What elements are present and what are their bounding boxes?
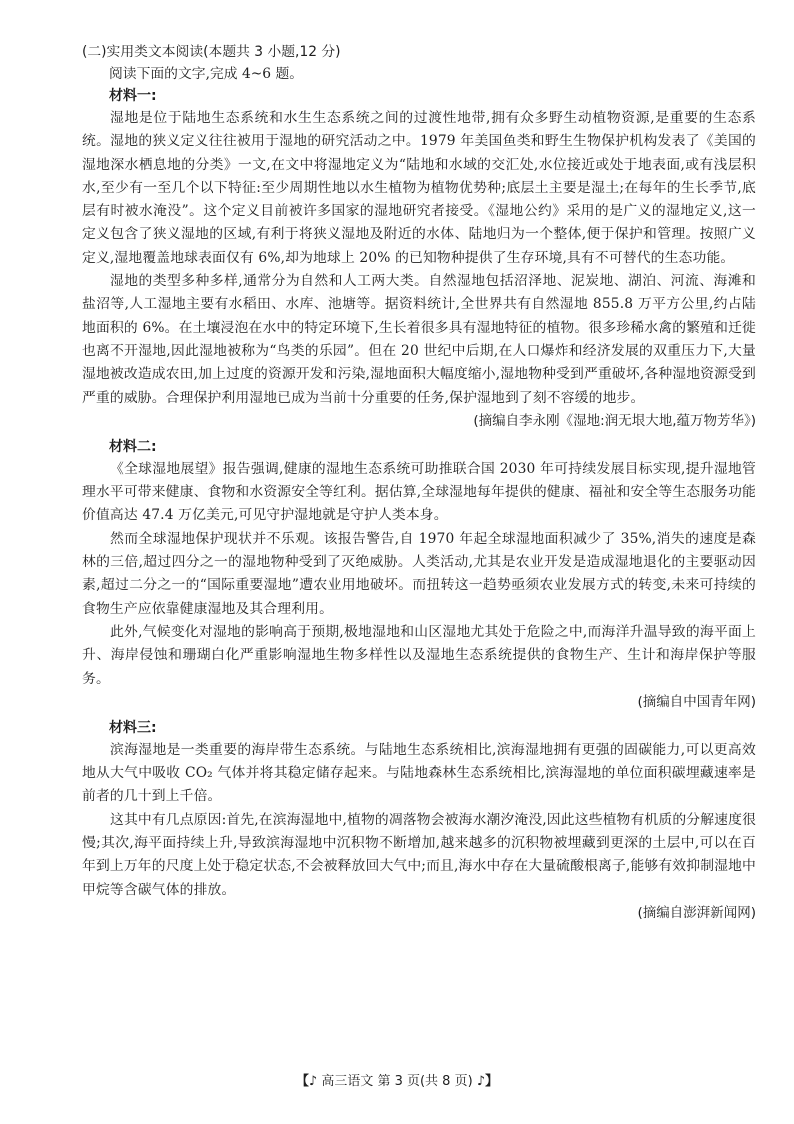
footer-page-text: 高三语文 第 3 页(共 8 页) [321, 1074, 473, 1089]
material-3-source: (摘编自澎湃新闻网) [637, 904, 756, 921]
material-3-paragraph: 滨海湿地是一类重要的海岸带生态系统。与陆地生态系统相比,滨海湿地拥有更强的固碳能力,可以更高效地从大气中吸收 CO₂ 气体并将其稳定储存起来。与陆地森林生态系统相比,滨海湿地的单位面积碳埋藏速率是前者的几十到上千倍。 [82, 741, 756, 805]
footer-right-bracket: 】 [485, 1074, 499, 1089]
footer-left-bracket: 【 [295, 1074, 309, 1089]
instruction-text: 阅读下面的文字,完成 4~6 题。 [109, 66, 304, 82]
material-3-label: 材料三: [109, 719, 157, 736]
material-2-label: 材料二: [109, 438, 157, 455]
material-1-paragraph: 湿地的类型多种多样,通常分为自然和人工两大类。自然湿地包括沼泽地、泥炭地、湖泊、河流、海滩和盐沼等,人工湿地主要有水稻田、水库、池塘等。据资料统计,全世界共有自然湿地 855.8 万平方公里,约占陆地面积的 6%。在土壤浸泡在水中的特定环境下,生长着很多具有湿地特征的植物。很多珍稀水禽的繁殖和迁徙也离不开湿地,因此湿地被称为“鸟类的乐园”。但在 20 世纪中后期,在人口爆炸和经济发展的双重压力下,大量湿地被改造成农田,加上过度的资源开发和污染,湿地面积大幅度缩小,湿地物种受到严重破坏,各种湿地资源受到严重的威胁。合理保护利用湿地已成为当前十分重要的任务,保护湿地到了刻不容缓的地步。 [82, 273, 756, 406]
material-1-label: 材料一: [109, 88, 157, 104]
music-note-icon: ♪ [476, 1074, 486, 1089]
material-1-paragraph: 湿地是位于陆地生态系统和水生生态系统之间的过渡性地带,拥有众多野生动植物资源,是重要的生态系统。湿地的狭义定义往往被用于湿地的研究活动之中。1979 年美国鱼类和野生生物保护机构发表了《美国的湿地深水栖息地的分类》一文,在文中将湿地定义为“陆地和水域的交汇处,水位接近或处于地表面,或有浅层积水,至少有一至几个以下特征:至少周期性地以水生植物为植物优势种;底层土主要是湿土;在每年的生长季节,底层有时被水淹没”。这个定义目前被许多国家的湿地研究者接受。《湿地公约》采用的是广义的湿地定义,这一定义包含了狭义湿地的区域,有利于将狭义湿地及附近的水体、陆地归为一个整体,便于保护和管理。按照广义定义,湿地覆盖地球表面仅有 6%,却为地球上 20% 的已知物种提供了生存环境,具有不可替代的生态功能。 [82, 110, 756, 266]
material-2-source: (摘编自中国青年网) [637, 693, 756, 710]
material-2-paragraph: 然而全球湿地保护现状并不乐观。该报告警告,自 1970 年起全球湿地面积减少了 35%,消失的速度是森林的三倍,超过四分之一的湿地物种受到了灭绝威胁。人类活动,尤其是农业开发是造成湿地退化的主要驱动因素,超过二分之一的“国际重要湿地”遭农业用地破坏。而扭转这一趋势亟须农业发展方式的转变,未来可持续的食物生产应依靠健康湿地及其合理利用。 [82, 530, 756, 617]
material-2-paragraph: 此外,气候变化对湿地的影响高于预期,极地湿地和山区湿地尤其处于危险之中,而海洋升温导致的海平面上升、海岸侵蚀和珊瑚白化严重影响湿地生物多样性以及湿地生态系统提供的食物生产、生计和海岸保护等服务。 [82, 623, 756, 687]
material-2-paragraph: 《全球湿地展望》报告强调,健康的湿地生态系统可助推联合国 2030 年可持续发展目标实现,提升湿地管理水平可带来健康、食物和水资源安全等红利。据估算,全球湿地每年提供的健康、福祉和安全等生态服务功能价值高达 47.4 万亿美元,可见守护湿地就是守护人类本身。 [82, 460, 756, 524]
page-footer [0, 1072, 794, 1092]
material-1-source: (摘编自李永刚《湿地:润无垠大地,蕴万物芳华》) [473, 412, 756, 429]
section-heading: (二)实用类文本阅读(本题共 3 小题,12 分) [82, 44, 341, 60]
material-3-paragraph: 这其中有几点原因:首先,在滨海湿地中,植物的凋落物会被海水潮汐淹没,因此这些植物有机质的分解速度很慢;其次,海平面持续上升,导致滨海湿地中沉积物不断增加,越来越多的沉积物被埋藏到更深的土层中,可以在百年到上万年的尺度上处于稳定状态,不会被释放回大气中;而且,海水中存在大量硫酸根离子,能够有效抑制湿地中甲烷等含碳气体的排放。 [82, 811, 757, 898]
reading-section [82, 41, 756, 924]
music-note-icon: ♪ [308, 1074, 318, 1089]
